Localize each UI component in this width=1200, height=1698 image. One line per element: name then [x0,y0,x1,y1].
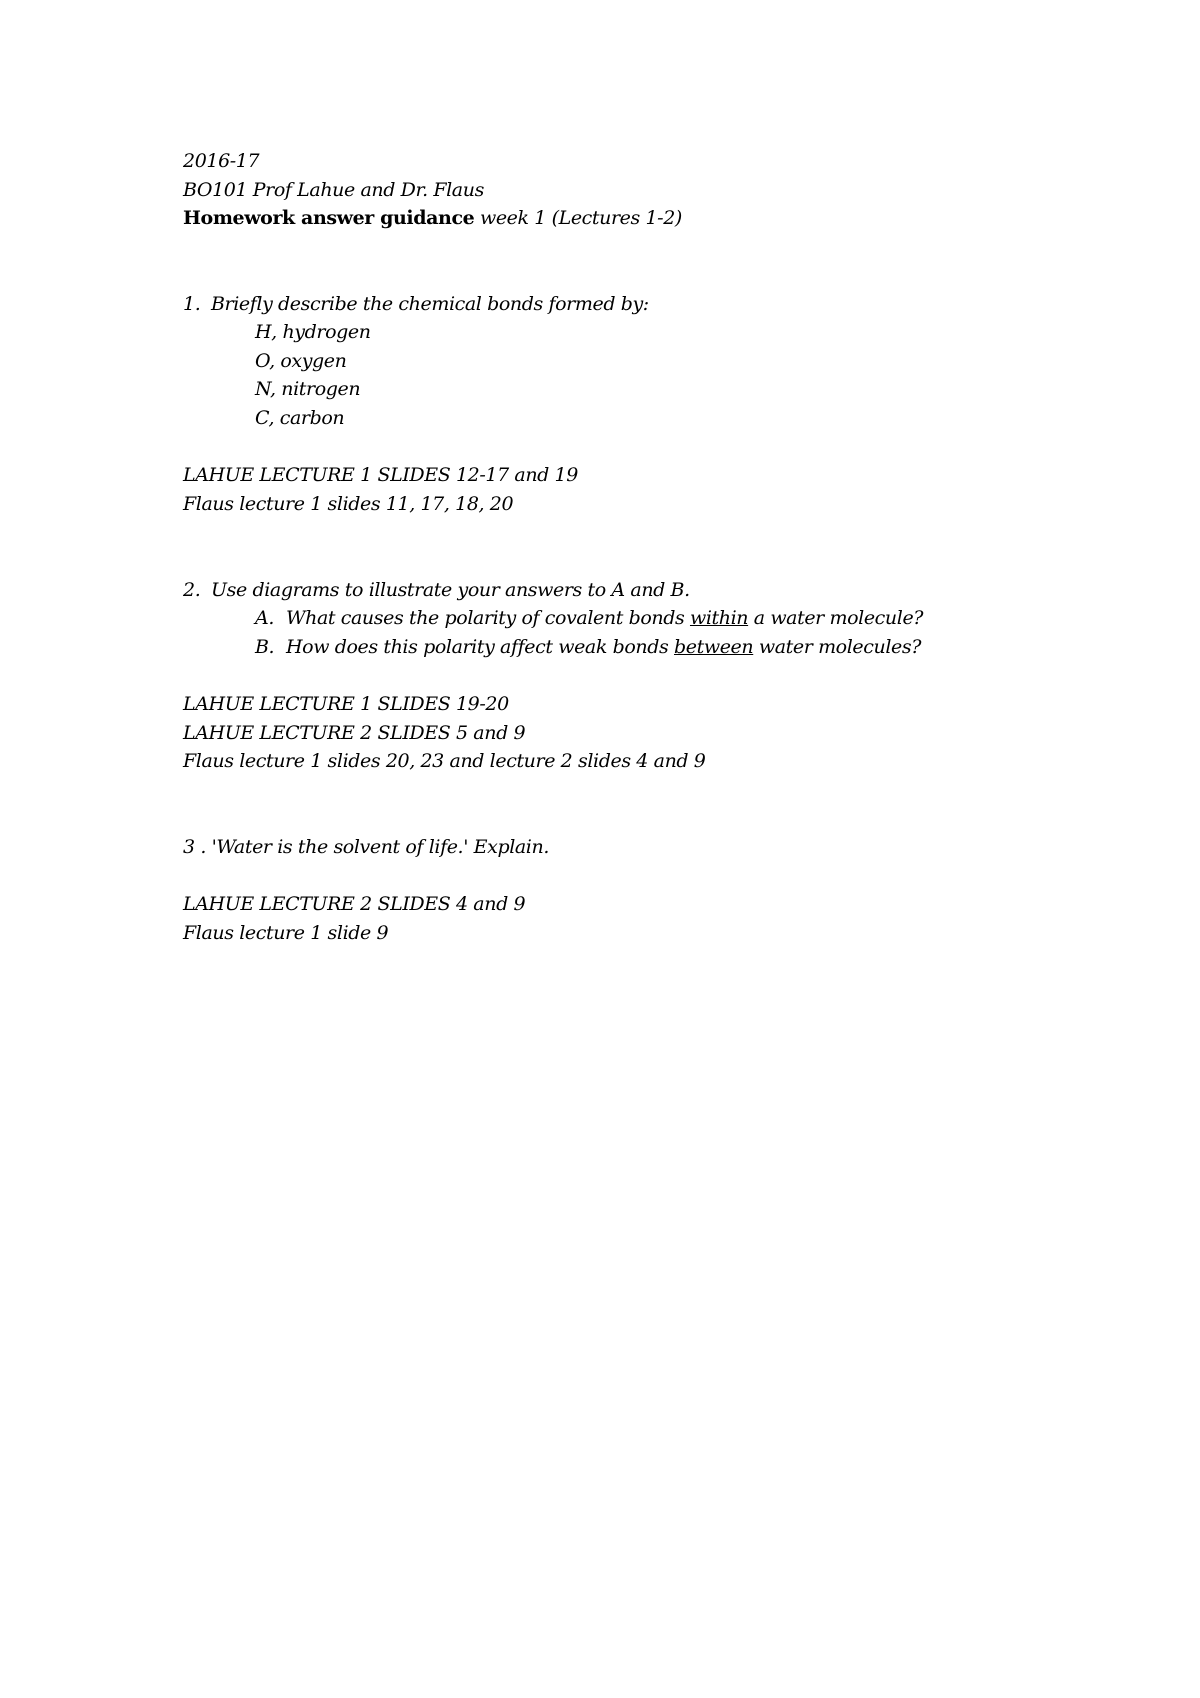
q1-element-carbon: C, carbon [255,407,345,429]
title-line [183,204,682,232]
q1-text: Briefly describe the chemical bonds formed by: [211,293,649,315]
title-rest: week 1 (Lectures 1-2) [474,207,682,229]
q1-element-hydrogen: H, hydrogen [255,321,371,343]
q2-a-label: A. [255,607,274,629]
q2-a-before: What causes the polarity of covalent bonds [286,607,690,629]
q2-b-underlined: between [674,636,754,658]
q1-ref-lahue: LAHUE LECTURE 1 SLIDES 12-17 and 19 [183,464,578,486]
q3-ref-lahue: LAHUE LECTURE 2 SLIDES 4 and 9 [183,893,526,915]
q2-ref-lahue-2: LAHUE LECTURE 2 SLIDES 5 and 9 [183,722,526,744]
year-line: 2016-17 [183,150,260,172]
q3-ref-flaus: Flaus lecture 1 slide 9 [183,922,389,944]
q3-text: 3 . 'Water is the solvent of life.' Explain. [183,836,549,858]
course-line: BO101 Prof Lahue and Dr. Flaus [183,179,484,201]
q1-element-nitrogen: N, nitrogen [255,378,361,400]
q1-element-oxygen: O, oxygen [255,350,347,372]
q2-a-after: a water molecule? [748,607,924,629]
q2-ref-lahue-1: LAHUE LECTURE 1 SLIDES 19-20 [183,693,509,715]
q2-text: Use diagrams to illustrate your answers to A and B. [211,579,690,601]
q2-b-text [286,633,921,661]
q2-b-label: B. [255,636,275,658]
q2-b-after: water molecules? [753,636,921,658]
q1-number: 1. [183,293,201,315]
q2-a-underlined: within [689,607,749,629]
q2-a-text [286,604,923,632]
q2-b-before: How does this polarity affect weak bonds [286,636,674,658]
title-bold: Homework answer guidance [183,207,475,229]
q1-ref-flaus: Flaus lecture 1 slides 11, 17, 18, 20 [183,493,514,515]
q2-ref-flaus: Flaus lecture 1 slides 20, 23 and lecture 2 slides 4 and 9 [183,750,706,772]
q2-number: 2. [183,579,201,601]
